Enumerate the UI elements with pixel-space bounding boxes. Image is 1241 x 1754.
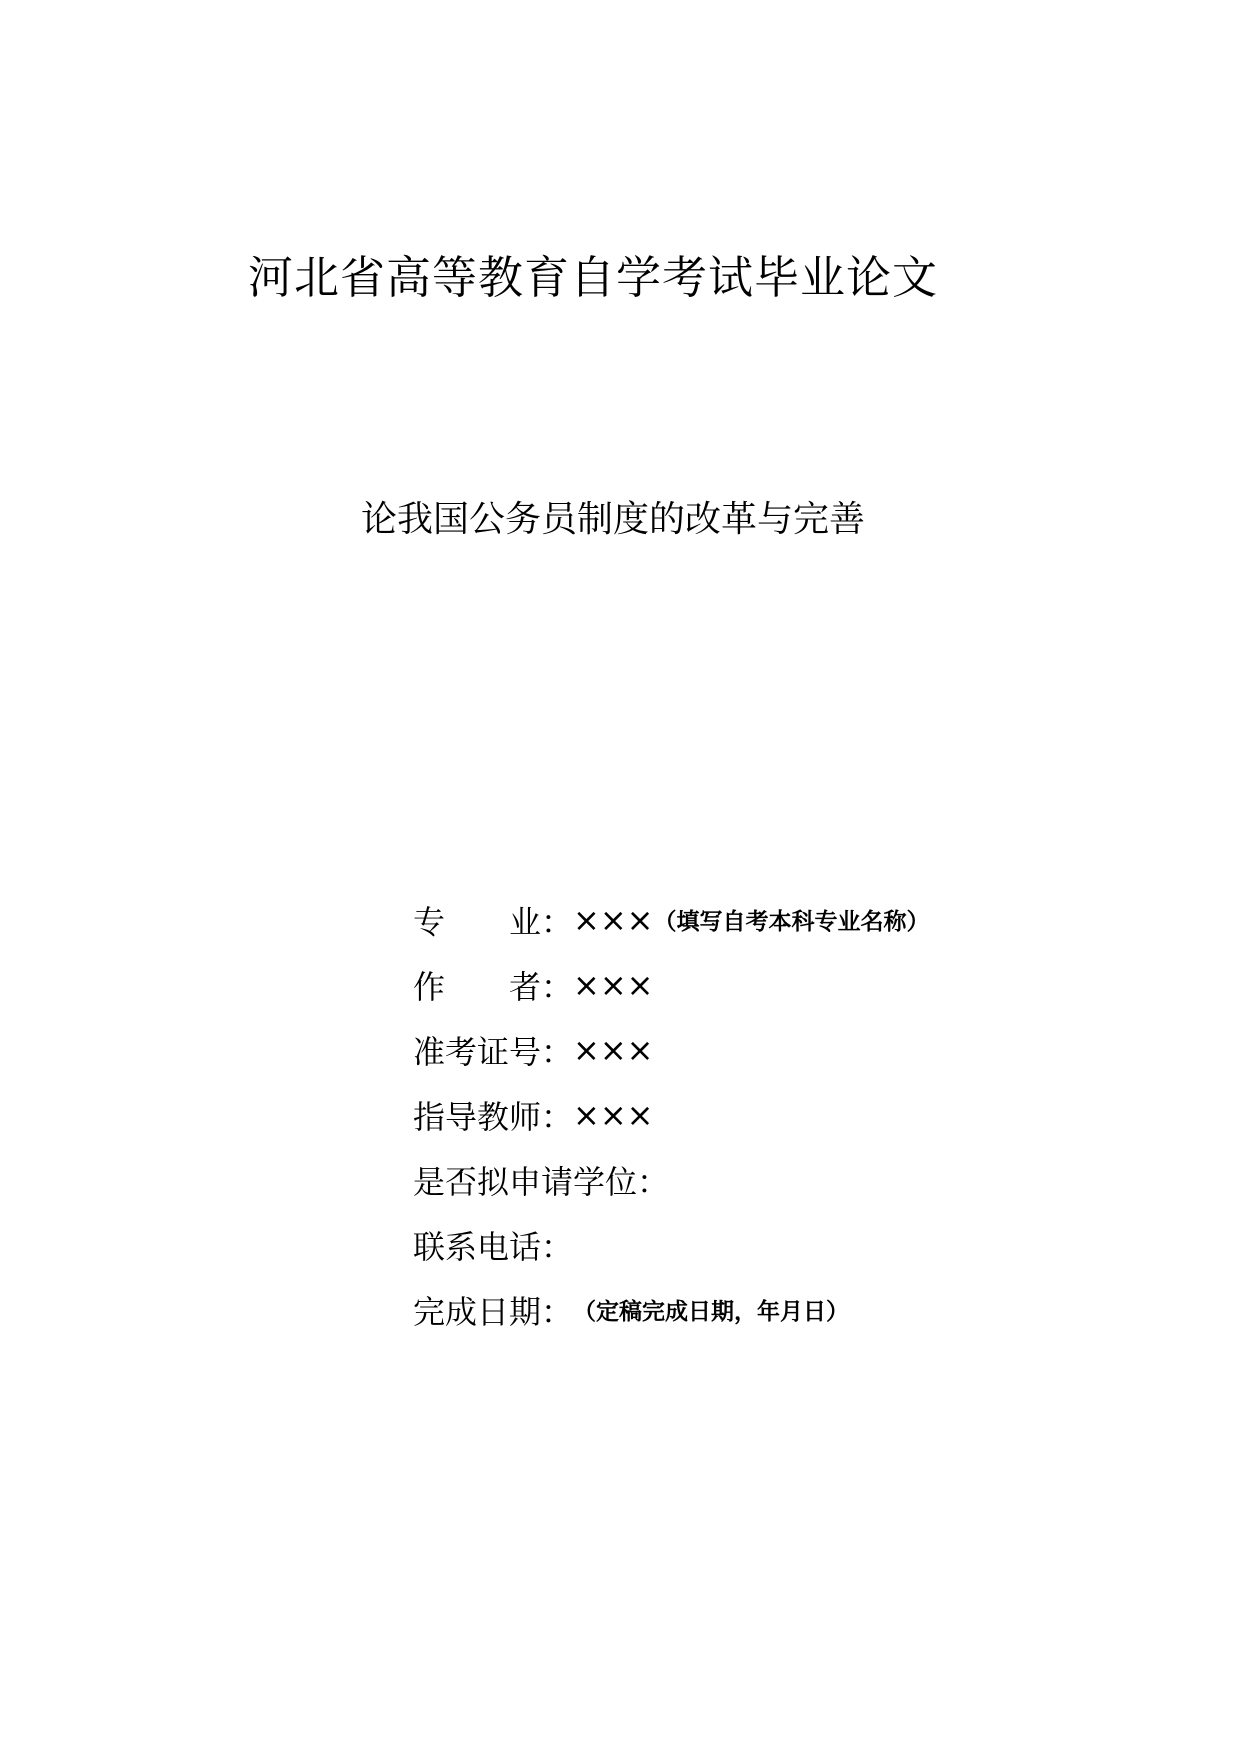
advisor-label: 指导教师 (413, 1097, 542, 1136)
thesis-title: 论我国公务员制度的改革与完善 (361, 499, 866, 540)
major-label-char-2: 业 (508, 902, 541, 941)
degree-label: 是否拟申请学位 (413, 1162, 638, 1201)
author-label-char-2: 者 (508, 967, 541, 1006)
exam-id-value: ××× (573, 1030, 654, 1069)
author-value: ××× (573, 965, 654, 1004)
exam-id-row (413, 1017, 1113, 1082)
major-value: ××× (573, 900, 654, 939)
major-note: （填写自考本科专业名称） (653, 909, 930, 935)
date-colon: ： (541, 1292, 574, 1331)
info-block (413, 887, 1113, 1342)
degree-row (413, 1147, 1113, 1212)
major-label-char-1: 专 (413, 902, 446, 941)
date-row (413, 1277, 1113, 1342)
exam-id-label: 准考证号 (413, 1032, 542, 1071)
phone-row (413, 1212, 1113, 1277)
phone-colon: ： (541, 1227, 574, 1266)
date-note: （定稿完成日期，年月日） (573, 1299, 850, 1325)
advisor-row (413, 1082, 1113, 1147)
exam-id-colon: ： (541, 1032, 574, 1071)
advisor-colon: ： (541, 1097, 574, 1136)
author-colon: ： (541, 967, 574, 1006)
major-label (413, 897, 541, 943)
degree-colon: ： (637, 1162, 670, 1201)
author-row (413, 952, 1113, 1017)
document-title: 河北省高等教育自学考试毕业论文 (248, 251, 939, 304)
phone-label: 联系电话 (413, 1227, 542, 1266)
author-label (413, 962, 541, 1008)
date-label: 完成日期 (413, 1292, 542, 1331)
author-label-char-1: 作 (413, 967, 446, 1006)
advisor-value: ××× (573, 1095, 654, 1134)
major-colon: ： (541, 902, 574, 941)
major-row (413, 887, 1113, 952)
